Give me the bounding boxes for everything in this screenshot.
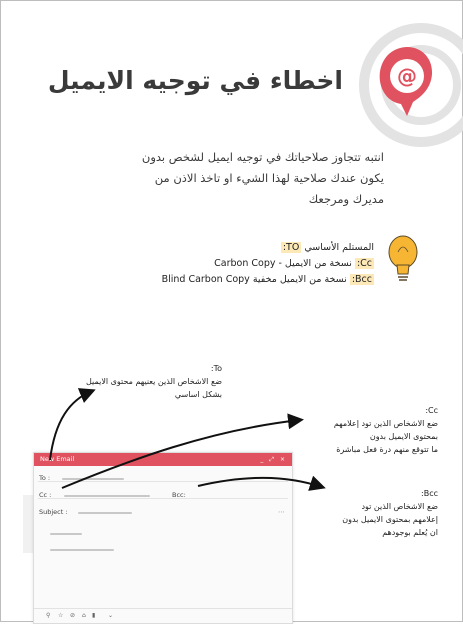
page-title: اخطاء في توجيه الايميل [47,66,343,95]
options-icon[interactable]: ⋯ [278,508,285,516]
definition-code: Cc: [356,258,372,269]
arrow-bcc [198,478,322,487]
note-line: إعلامهم بمحتوى الايميل بدون [342,515,438,524]
note-line: بمحتوى الايميل بدون [369,432,438,441]
arrow-to [50,391,92,460]
note-line: ما تتوقع منهم درة فعل مباشرة [336,445,438,454]
email-window-title: New Email [40,455,75,463]
definition-label: نسخة من الايميل - Carbon Copy [214,258,352,269]
definition-label: المستلم الأساسي [304,242,374,253]
note-line: ضع الاشخاص الذين تود إعلامهم [333,419,438,428]
lock-icon[interactable]: ⌂ [82,612,86,619]
cc-label: Cc : [39,491,52,499]
chevron-down-icon[interactable]: ⌄ [108,612,114,619]
attachment-icon[interactable]: ⊘ [70,612,76,619]
star-icon[interactable]: ☆ [58,612,64,619]
definition-code: Bcc: [351,274,372,285]
definition-code: TO: [282,242,300,253]
location-pin-icon[interactable]: ⚲ [46,612,51,619]
window-controls[interactable]: _ ⤢ × [260,456,287,463]
definition-label: نسخة من الايميل مخفية Blind Carbon Copy [161,274,347,285]
note-line: ان يُعلم بوجودهم [382,528,438,537]
bcc-label: Bcc: [172,491,186,499]
note-line: بشكل اساسي [174,390,222,399]
svg-text:@: @ [397,64,417,88]
note-line: ضع الاشخاص الذين تود [361,502,438,511]
trash-icon[interactable]: ▮ [92,612,96,619]
note-heading: To: [210,364,222,373]
note-line: ضع الاشخاص الذين يعنيهم محتوى الايميل [86,377,222,386]
intro-text: انتبه تتجاوز صلاحياتك في توجيه ايميل لشخص بدون يكون عندك صلاحية لهذا الشيء او تاخذ الاذن من مديرك ومرجعك [141,150,384,206]
note-heading: Cc: [425,406,438,415]
note-heading: Bcc: [421,489,438,498]
to-label: To : [39,474,51,482]
subject-label: Subject : [39,508,68,516]
